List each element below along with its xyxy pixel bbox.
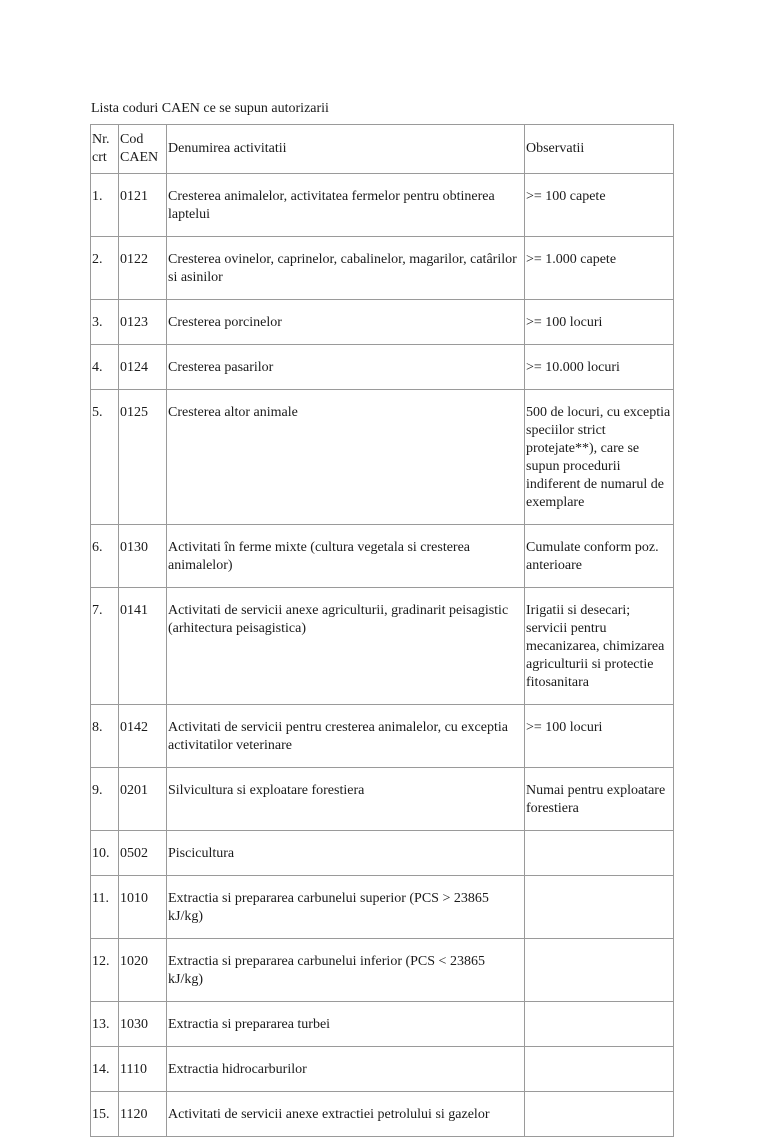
table-row	[91, 174, 674, 237]
header-denumire: Denumirea activitatii	[167, 125, 525, 174]
cell-observatii: Irigatii si desecari; servicii pentru mecanizarea, chimizarea agriculturii si protectie fitosanitara	[525, 588, 674, 705]
table-row	[91, 390, 674, 525]
cell-nr: 9.	[91, 768, 119, 831]
cell-denumire: Extractia si prepararea turbei	[167, 1002, 525, 1047]
cell-denumire: Silvicultura si exploatare forestiera	[167, 768, 525, 831]
table-row	[91, 705, 674, 768]
cell-denumire: Piscicultura	[167, 831, 525, 876]
cell-denumire: Cresterea altor animale	[167, 390, 525, 525]
cell-nr: 5.	[91, 390, 119, 525]
cell-observatii: Cumulate conform poz. anterioare	[525, 525, 674, 588]
cell-denumire: Activitati de servicii anexe extractiei petrolului si gazelor	[167, 1092, 525, 1137]
table-row	[91, 876, 674, 939]
header-nr-crt: Nr. crt	[91, 125, 119, 174]
page-title: Lista coduri CAEN ce se supun autorizarii	[91, 101, 329, 116]
cell-nr: 6.	[91, 525, 119, 588]
table-row	[91, 768, 674, 831]
cell-denumire: Extractia hidrocarburilor	[167, 1047, 525, 1092]
cell-cod: 1120	[119, 1092, 167, 1137]
cell-nr: 10.	[91, 831, 119, 876]
cell-cod: 0121	[119, 174, 167, 237]
cell-nr: 13.	[91, 1002, 119, 1047]
cell-observatii	[525, 1047, 674, 1092]
cell-observatii	[525, 831, 674, 876]
caen-table-body	[91, 125, 674, 1137]
cell-nr: 12.	[91, 939, 119, 1002]
cell-cod: 1010	[119, 876, 167, 939]
cell-observatii	[525, 1002, 674, 1047]
caen-table	[90, 124, 674, 1137]
table-header-row	[91, 125, 674, 174]
cell-denumire: Cresterea porcinelor	[167, 300, 525, 345]
cell-observatii	[525, 876, 674, 939]
cell-denumire: Activitati de servicii pentru cresterea animalelor, cu exceptia activitatilor veterinare	[167, 705, 525, 768]
cell-cod: 1020	[119, 939, 167, 1002]
cell-cod: 0123	[119, 300, 167, 345]
table-row	[91, 1047, 674, 1092]
table-row	[91, 237, 674, 300]
cell-observatii: Numai pentru exploatare forestiera	[525, 768, 674, 831]
table-row	[91, 1002, 674, 1047]
cell-cod: 0502	[119, 831, 167, 876]
cell-denumire: Activitati de servicii anexe agriculturii, gradinarit peisagistic (arhitectura peisagistica)	[167, 588, 525, 705]
cell-nr: 4.	[91, 345, 119, 390]
table-row	[91, 588, 674, 705]
cell-denumire: Cresterea animalelor, activitatea fermelor pentru obtinerea laptelui	[167, 174, 525, 237]
table-row	[91, 345, 674, 390]
cell-nr: 14.	[91, 1047, 119, 1092]
cell-nr: 3.	[91, 300, 119, 345]
cell-observatii: >= 100 locuri	[525, 705, 674, 768]
cell-observatii: >= 1.000 capete	[525, 237, 674, 300]
cell-observatii: >= 10.000 locuri	[525, 345, 674, 390]
cell-observatii: 500 de locuri, cu exceptia speciilor strict protejate**), care se supun procedurii indiferent de numarul de exemplare	[525, 390, 674, 525]
cell-denumire: Cresterea pasarilor	[167, 345, 525, 390]
cell-nr: 1.	[91, 174, 119, 237]
cell-nr: 15.	[91, 1092, 119, 1137]
header-cod-caen: Cod CAEN	[119, 125, 167, 174]
cell-observatii: >= 100 capete	[525, 174, 674, 237]
cell-denumire: Extractia si prepararea carbunelui superior (PCS > 23865 kJ/kg)	[167, 876, 525, 939]
table-row	[91, 1092, 674, 1137]
cell-denumire: Cresterea ovinelor, caprinelor, cabalinelor, magarilor, catârilor si asinilor	[167, 237, 525, 300]
table-row	[91, 939, 674, 1002]
cell-cod: 1030	[119, 1002, 167, 1047]
cell-observatii	[525, 1092, 674, 1137]
cell-nr: 2.	[91, 237, 119, 300]
cell-observatii	[525, 939, 674, 1002]
cell-denumire: Activitati în ferme mixte (cultura vegetala si cresterea animalelor)	[167, 525, 525, 588]
cell-observatii: >= 100 locuri	[525, 300, 674, 345]
cell-cod: 1110	[119, 1047, 167, 1092]
table-row	[91, 300, 674, 345]
cell-cod: 0142	[119, 705, 167, 768]
cell-nr: 8.	[91, 705, 119, 768]
table-row	[91, 831, 674, 876]
cell-cod: 0124	[119, 345, 167, 390]
header-observatii: Observatii	[525, 125, 674, 174]
cell-nr: 7.	[91, 588, 119, 705]
table-row	[91, 525, 674, 588]
cell-cod: 0122	[119, 237, 167, 300]
cell-cod: 0201	[119, 768, 167, 831]
cell-cod: 0141	[119, 588, 167, 705]
cell-nr: 11.	[91, 876, 119, 939]
cell-cod: 0125	[119, 390, 167, 525]
cell-cod: 0130	[119, 525, 167, 588]
cell-denumire: Extractia si prepararea carbunelui inferior (PCS < 23865 kJ/kg)	[167, 939, 525, 1002]
